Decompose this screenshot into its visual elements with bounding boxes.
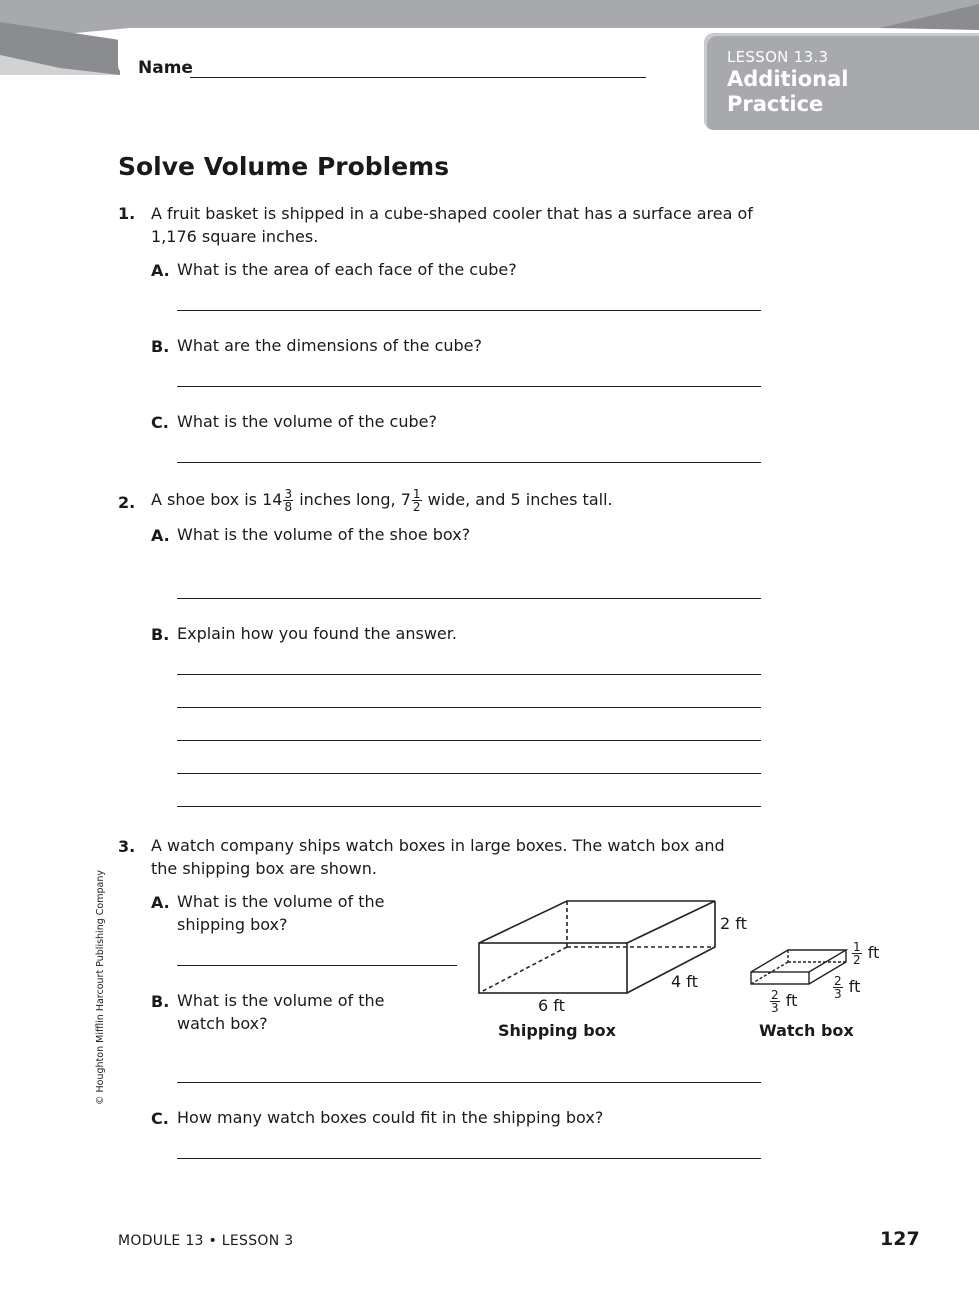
q3a-text-line2: shipping box?: [177, 915, 288, 934]
watch-height-fraction: [852, 941, 862, 966]
q2-fraction-width: [412, 488, 422, 513]
q3b-letter: B.: [151, 992, 170, 1011]
q1c-letter: C.: [151, 413, 169, 432]
q2b-answer-line-3[interactable]: [177, 740, 761, 741]
q3b-text-line1: What is the volume of the: [177, 991, 385, 1010]
q2b-answer-line-4[interactable]: [177, 773, 761, 774]
q2a-text: What is the volume of the shoe box?: [177, 525, 471, 544]
lesson-title-line2: Practice: [727, 92, 824, 116]
q2-text: [151, 488, 613, 513]
q3c-answer-line[interactable]: [177, 1158, 761, 1159]
q2-text-part1: A shoe box is 14: [151, 490, 283, 509]
q1-number: 1.: [118, 204, 136, 223]
q1-text-line1: A fruit basket is shipped in a cube-shaped cooler that has a surface area of: [151, 204, 753, 223]
q3-text-line2: the shipping box are shown.: [151, 859, 377, 878]
q3-number: 3.: [118, 837, 136, 856]
watch-length-unit: ft: [785, 991, 798, 1010]
q1a-answer-line[interactable]: [177, 310, 761, 311]
watch-length-fraction: [770, 989, 780, 1014]
q3c-text: How many watch boxes could fit in the shipping box?: [177, 1108, 604, 1127]
q1b-text: What are the dimensions of the cube?: [177, 336, 483, 355]
watch-length-label: [769, 989, 797, 1014]
watch-depth-num: 2: [834, 974, 842, 988]
q2-fraction-length: [283, 488, 293, 513]
q1-text: [151, 202, 753, 248]
name-input-line[interactable]: [190, 77, 646, 78]
q2b-letter: B.: [151, 625, 170, 644]
watch-length-num: 2: [771, 988, 779, 1002]
q1b-answer-line[interactable]: [177, 386, 761, 387]
q2b-answer-line-5[interactable]: [177, 806, 761, 807]
q2-frac2-num: 1: [412, 487, 421, 501]
shipping-height-label: 2 ft: [720, 914, 747, 933]
q2-text-part2: inches long, 7: [294, 490, 411, 509]
watch-height-den: 2: [853, 953, 861, 967]
watch-length-den: 3: [771, 1001, 779, 1015]
q2b-answer-line-1[interactable]: [177, 674, 761, 675]
watch-height-num: 1: [853, 940, 861, 954]
copyright-notice: © Houghton Mifflin Harcourt Publishing Company: [95, 870, 106, 1105]
q3a-text-line1: What is the volume of the: [177, 892, 385, 911]
q1-text-line2: 1,176 square inches.: [151, 227, 319, 246]
watch-depth-den: 3: [834, 987, 842, 1001]
q2a-answer-line[interactable]: [177, 598, 761, 599]
q2a-letter: A.: [151, 526, 170, 545]
q3b-text: [177, 989, 384, 1035]
q3a-letter: A.: [151, 893, 170, 912]
shipping-depth-label: 4 ft: [671, 972, 698, 991]
watch-depth-fraction: [833, 975, 843, 1000]
q3c-letter: C.: [151, 1109, 169, 1128]
name-label: Name: [138, 58, 193, 78]
q2-frac1-num: 3: [284, 487, 293, 501]
watch-height-label: [851, 941, 879, 966]
q1c-answer-line[interactable]: [177, 462, 761, 463]
q1c-text: What is the volume of the cube?: [177, 412, 437, 431]
q3-text: [151, 834, 725, 880]
q2b-text: Explain how you found the answer.: [177, 624, 457, 643]
q3b-answer-line[interactable]: [177, 1082, 761, 1083]
q3a-text: [177, 890, 384, 936]
q3-text-line1: A watch company ships watch boxes in large boxes. The watch box and: [151, 836, 725, 855]
q1b-letter: B.: [151, 337, 170, 356]
q2-frac2-den: 2: [412, 500, 421, 514]
q3a-answer-line[interactable]: [177, 965, 457, 966]
watch-depth-unit: ft: [848, 977, 861, 996]
q2-text-part3: wide, and 5 inches tall.: [422, 490, 613, 509]
q1a-text: What is the area of each face of the cube?: [177, 260, 517, 279]
shipping-box-caption: Shipping box: [498, 1021, 616, 1040]
watch-depth-label: [832, 975, 860, 1000]
lesson-title-line1: Additional: [727, 67, 849, 91]
q2-number: 2.: [118, 493, 136, 512]
watch-height-unit: ft: [867, 943, 880, 962]
lesson-number: LESSON 13.3: [727, 48, 829, 66]
q2b-answer-line-2[interactable]: [177, 707, 761, 708]
page-title: Solve Volume Problems: [118, 152, 450, 181]
page-number: 127: [880, 1228, 920, 1250]
q2-frac1-den: 8: [284, 500, 293, 514]
watch-box-caption: Watch box: [759, 1021, 854, 1040]
footer-module: MODULE 13 • LESSON 3: [118, 1233, 294, 1249]
q3b-text-line2: watch box?: [177, 1014, 268, 1033]
lesson-title: [727, 67, 849, 117]
shipping-length-label: 6 ft: [538, 996, 565, 1015]
q1a-letter: A.: [151, 261, 170, 280]
